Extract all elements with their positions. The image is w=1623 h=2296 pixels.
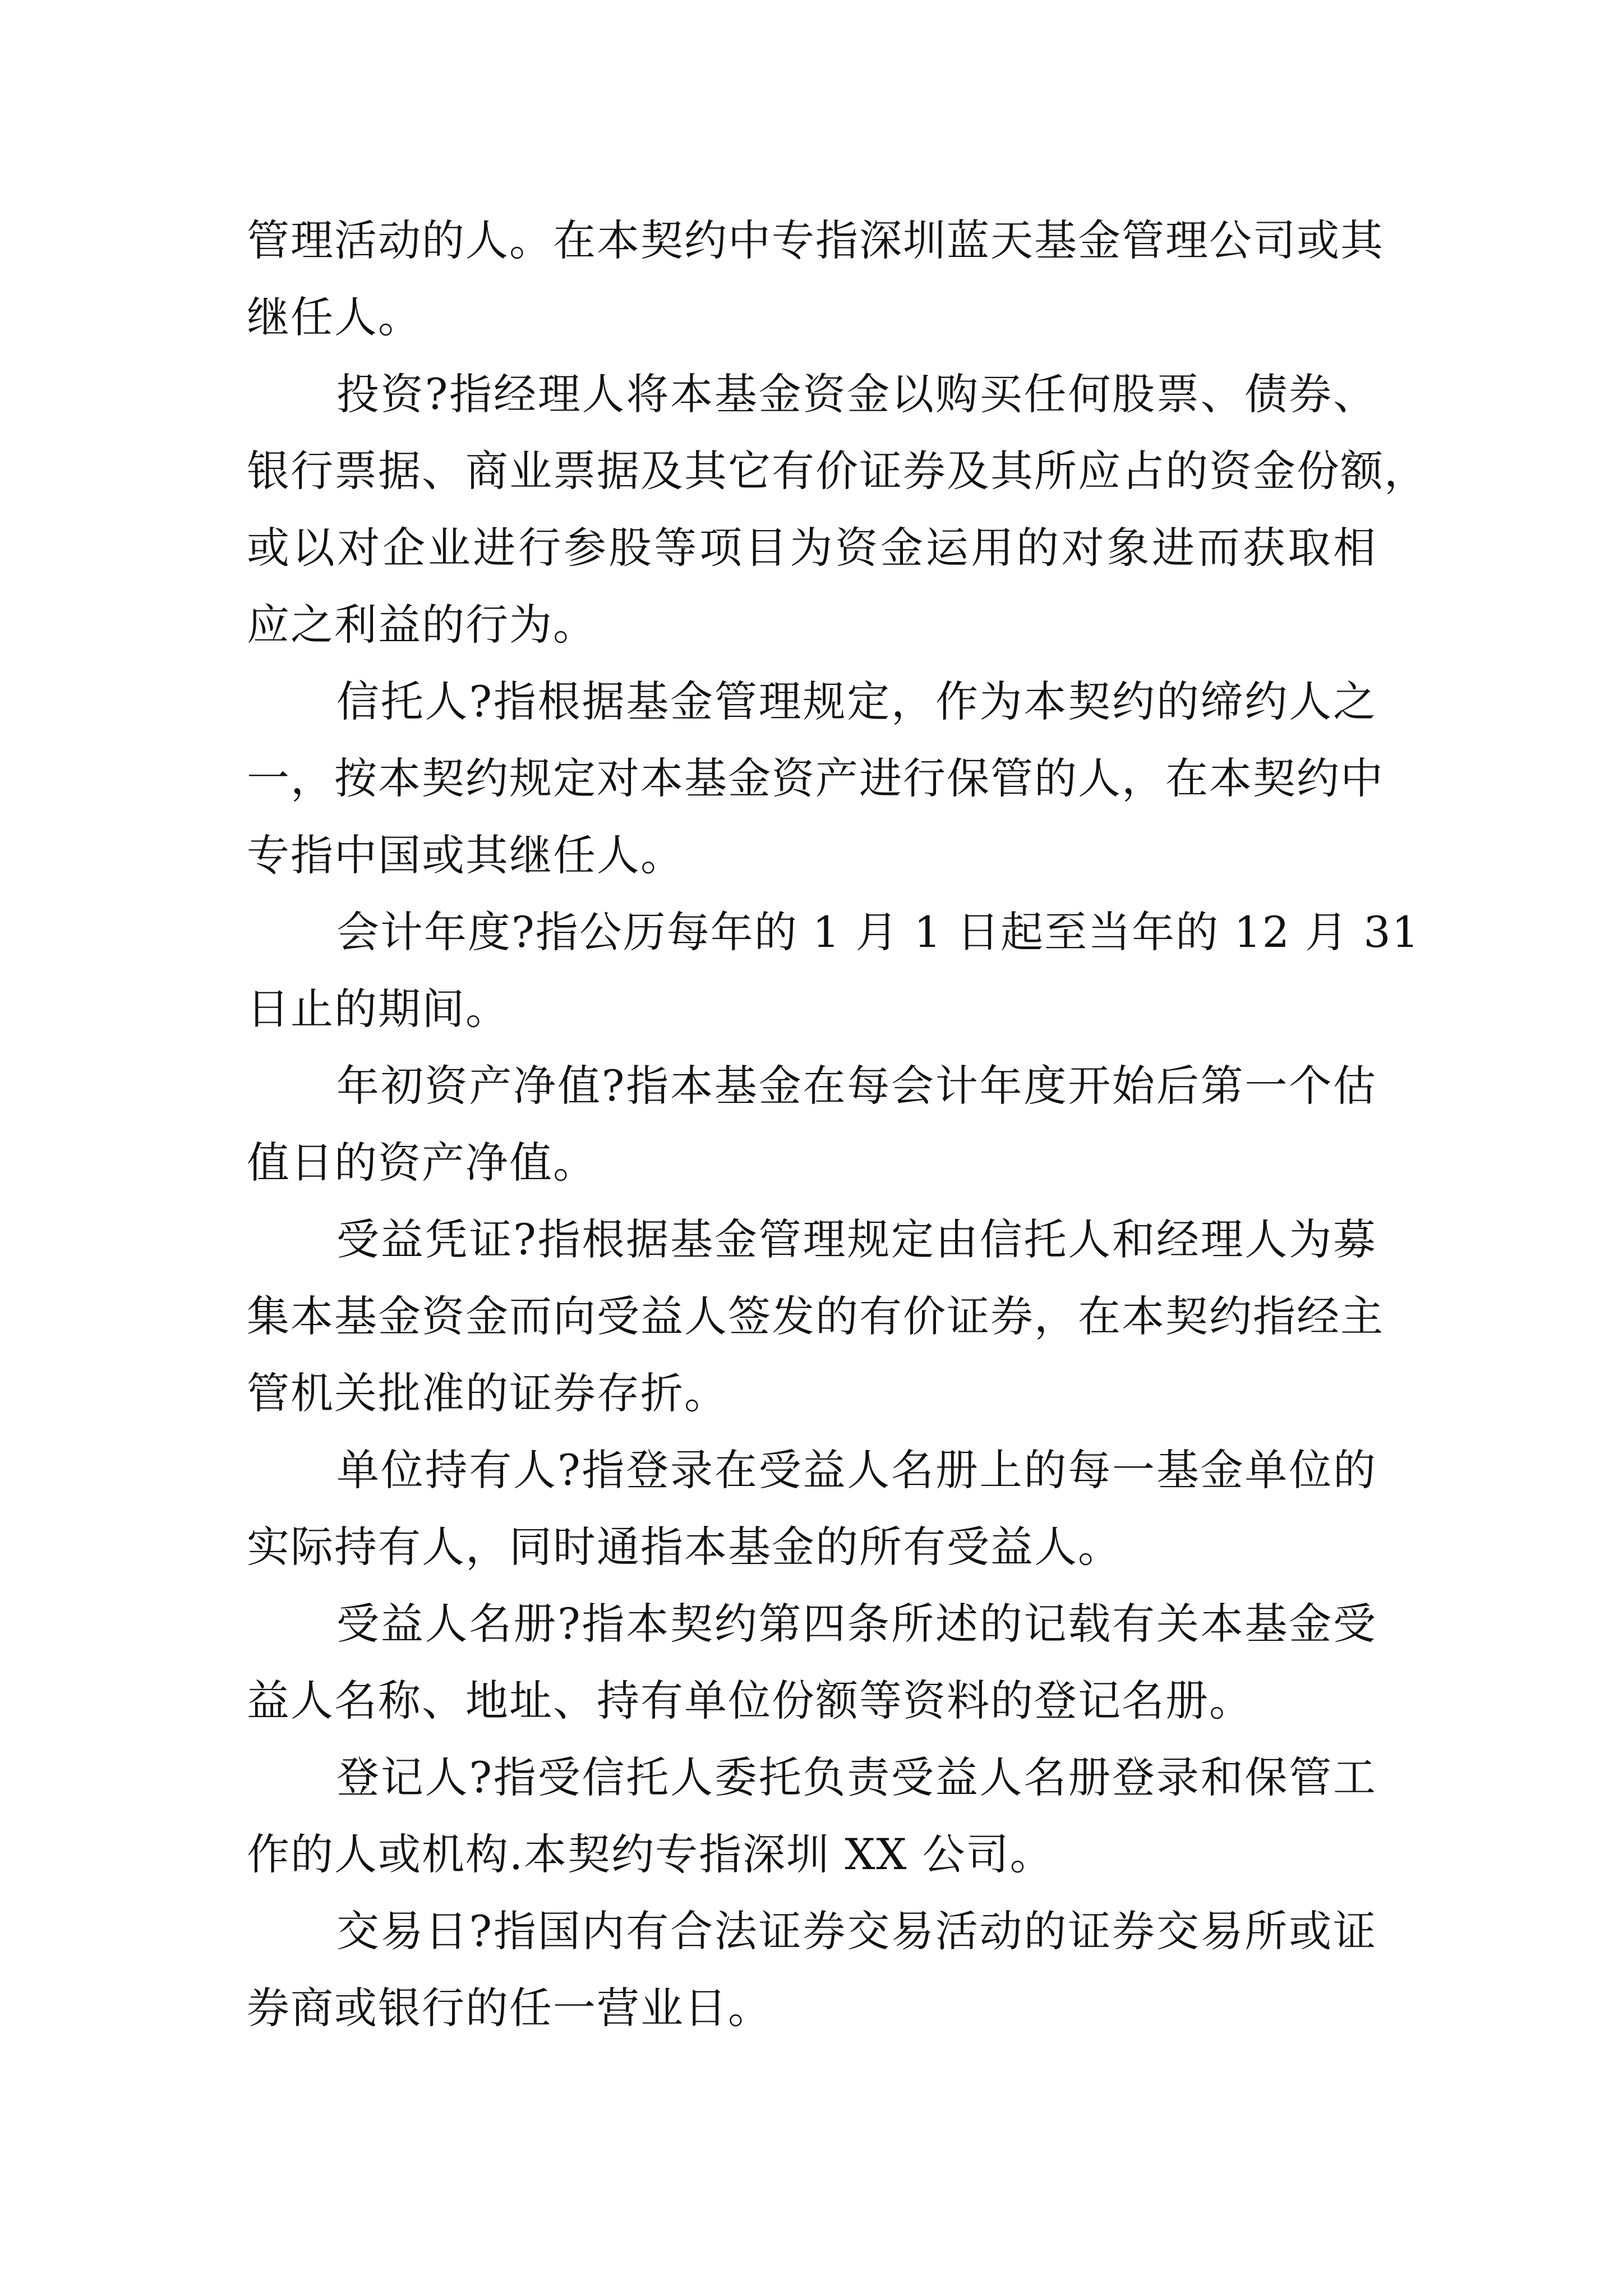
paragraph-manager-definition-continued	[247, 202, 1384, 356]
text-line: 管机关批准的证券存折。	[247, 1368, 728, 1418]
text-line: 受益凭证?指根据基金管理规定由信托人和经理人为募	[336, 1214, 1377, 1264]
text-line: 或以对企业进行参股等项目为资金运用的对象进而获取相	[247, 523, 1377, 573]
text-line: 实际持有人，同时通指本基金的所有受益人。	[247, 1522, 1122, 1572]
paragraph-registrar-definition	[247, 1739, 1377, 1893]
text-line: 登记人?指受信托人委托负责受益人名册登录和保管工	[336, 1752, 1377, 1802]
paragraph-fiscal-year-definition	[247, 894, 1420, 1047]
paragraph-unit-holder-definition	[247, 1432, 1377, 1585]
paragraph-beneficiary-certificate-definition	[247, 1201, 1384, 1432]
text-line: 会计年度?指公历每年的 1 月 1 日起至当年的 12 月 31	[336, 907, 1420, 957]
text-line: 专指中国或其继任人。	[247, 830, 684, 880]
text-line: 单位持有人?指登录在受益人名册上的每一基金单位的	[336, 1445, 1377, 1495]
text-line: 益人名称、地址、持有单位份额等资料的登记名册。	[247, 1676, 1253, 1726]
text-line: 一，按本契约规定对本基金资产进行保管的人，在本契约中	[247, 753, 1384, 803]
paragraph-opening-nav-definition	[247, 1047, 1377, 1201]
paragraph-register-definition	[247, 1585, 1377, 1739]
paragraph-trading-day-definition	[247, 1893, 1377, 2046]
text-line: 信托人?指根据基金管理规定，作为本契约的缔约人之	[336, 677, 1377, 726]
text-line: 交易日?指国内有合法证券交易活动的证券交易所或证	[336, 1906, 1377, 1956]
text-line: 值日的资产净值。	[247, 1138, 597, 1188]
paragraph-trustee-definition	[247, 663, 1384, 894]
text-line: 作的人或机构.本契约专指深圳 XX 公司。	[247, 1829, 1054, 1879]
document-body	[247, 202, 1428, 2046]
text-line: 受益人名册?指本契约第四条所述的记载有关本基金受	[336, 1599, 1377, 1649]
text-line: 应之利益的行为。	[247, 600, 597, 650]
text-line: 继任人。	[247, 292, 422, 342]
text-line: 管理活动的人。在本契约中专指深圳蓝天基金管理公司或其	[247, 215, 1384, 265]
text-line: 投资?指经理人将本基金资金以购买任何股票、债券、	[336, 369, 1377, 419]
paragraph-investment-definition	[247, 356, 1428, 663]
text-line: 银行票据、商业票据及其它有价证券及其所应占的资金份额，	[247, 446, 1428, 496]
text-line: 日止的期间。	[247, 984, 509, 1034]
text-line: 集本基金资金而向受益人签发的有价证券，在本契约指经主	[247, 1291, 1384, 1341]
text-line: 券商或银行的任一营业日。	[247, 1983, 772, 2033]
text-line: 年初资产净值?指本基金在每会计年度开始后第一个估	[336, 1061, 1377, 1111]
